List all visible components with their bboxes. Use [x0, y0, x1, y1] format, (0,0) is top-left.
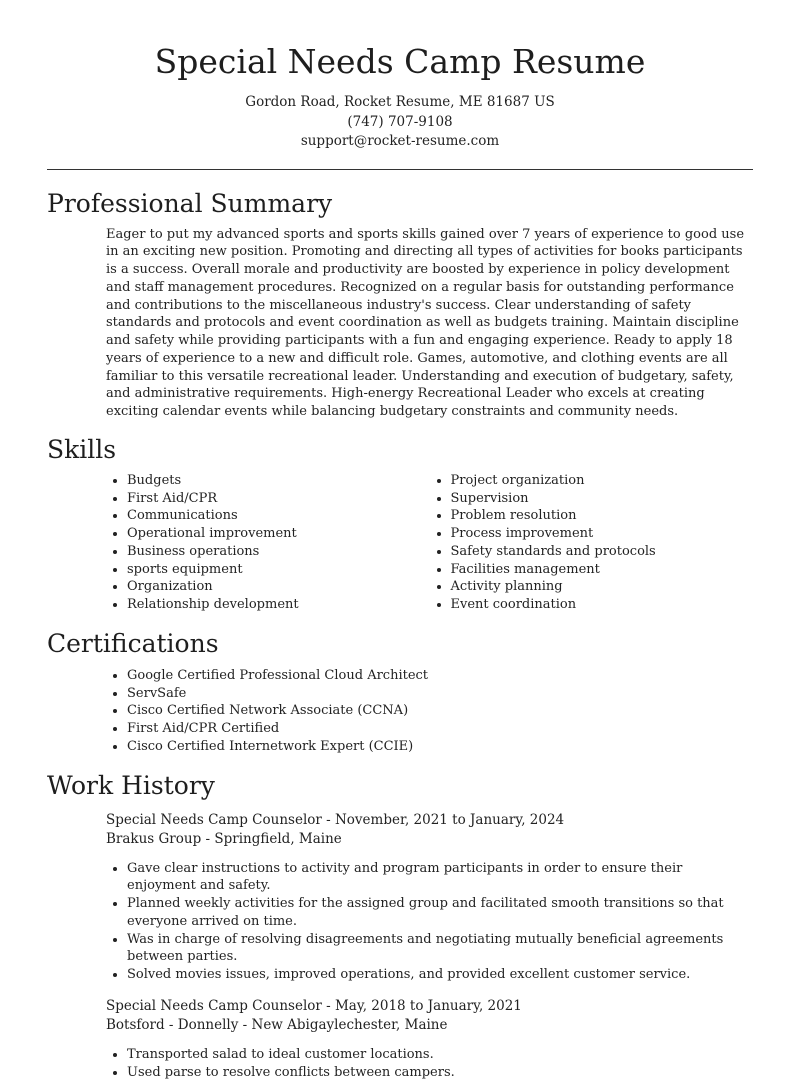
job-company-line: Botsford - Donnelly - New Abigaylechester, Maine: [106, 1016, 753, 1035]
certification-item: • Google Certified Professional Cloud Architect: [127, 667, 753, 685]
skill-item: • Event coordination: [451, 596, 754, 614]
job-bullet: • Used parse to resolve conflicts between campers.: [127, 1064, 753, 1081]
work-history-section: [47, 770, 753, 1081]
header-divider: [47, 169, 753, 170]
skill-item: • Budgets: [127, 472, 430, 490]
job-bullet: • Transported salad to ideal customer locations.: [127, 1046, 753, 1064]
skill-item: • Activity planning: [451, 578, 754, 596]
certification-item: • First Aid/CPR Certified: [127, 720, 753, 738]
skill-item: • Relationship development: [127, 596, 430, 614]
skill-item: • Communications: [127, 507, 430, 525]
resume-title: Special Needs Camp Resume: [47, 0, 753, 82]
job-entry: [106, 811, 753, 984]
summary-text: Eager to put my advanced sports and sports skills gained over 7 years of experience to good use in an exciting new position. Promoting and directing all types of activities for books participants is a success. Overall morale and productivity are boosted by experience in policy development and staff management procedures. Recognized on a regular basis for outstanding performance and contributions to the miscellaneous industry's success. Clear understanding of safety standards and protocols and event coordination as well as budgets training. Maintain discipline and safety while providing participants with a fun and engaging experience. Ready to apply 18 years of experience to a new and difficult role. Games, automotive, and clothing events are all familiar to this versatile recreational leader. Understanding and execution of budgetary, safety, and administrative requirements. High-energy Recreational Leader who excels at creating exciting calendar events while balancing budgetary constraints and community needs.: [106, 226, 753, 421]
skill-item: • Project organization: [451, 472, 754, 490]
phone-line: (747) 707-9108: [47, 113, 753, 133]
certification-item: • Cisco Certified Internetwork Expert (CCIE): [127, 738, 753, 756]
email-line: support@rocket-resume.com: [47, 132, 753, 152]
job-bullet: • Was in charge of resolving disagreements and negotiating mutually beneficial agreements between parties.: [127, 931, 753, 967]
skills-columns: [106, 472, 753, 614]
skill-item: • Safety standards and protocols: [451, 543, 754, 561]
job-company-line: Brakus Group - Springfield, Maine: [106, 830, 753, 849]
job-title-line: Special Needs Camp Counselor - May, 2018 to January, 2021: [106, 997, 753, 1016]
skills-section: [47, 434, 753, 614]
skill-item: • Facilities management: [451, 561, 754, 579]
skill-item: • Business operations: [127, 543, 430, 561]
certifications-list: [106, 667, 753, 756]
job-bullet: • Planned weekly activities for the assigned group and facilitated smooth transitions so that everyone arrived on time.: [127, 895, 753, 931]
skills-right-list: [430, 472, 754, 614]
skill-item: • Operational improvement: [127, 525, 430, 543]
job-bullets: [106, 1046, 753, 1081]
contact-block: [47, 93, 753, 152]
skills-heading: Skills: [47, 434, 753, 466]
certifications-heading: Certifications: [47, 628, 753, 660]
summary-heading: Professional Summary: [47, 188, 753, 220]
skill-item: • sports equipment: [127, 561, 430, 579]
summary-section: [47, 188, 753, 421]
address-line: Gordon Road, Rocket Resume, ME 81687 US: [47, 93, 753, 113]
certification-item: • ServSafe: [127, 685, 753, 703]
skill-item: • Process improvement: [451, 525, 754, 543]
skill-item: • Problem resolution: [451, 507, 754, 525]
job-bullet: • Gave clear instructions to activity and program participants in order to ensure their enjoyment and safety.: [127, 860, 753, 896]
job-title-line: Special Needs Camp Counselor - November, 2021 to January, 2024: [106, 811, 753, 830]
job-bullet: • Solved movies issues, improved operations, and provided excellent customer service.: [127, 966, 753, 984]
job-entry: [106, 997, 753, 1081]
skill-item: • First Aid/CPR: [127, 490, 430, 508]
certification-item: • Cisco Certified Network Associate (CCNA): [127, 702, 753, 720]
skill-item: • Organization: [127, 578, 430, 596]
work-history-heading: Work History: [47, 770, 753, 802]
skills-left-list: [106, 472, 430, 614]
certifications-section: [47, 628, 753, 756]
job-bullets: [106, 860, 753, 984]
skill-item: • Supervision: [451, 490, 754, 508]
